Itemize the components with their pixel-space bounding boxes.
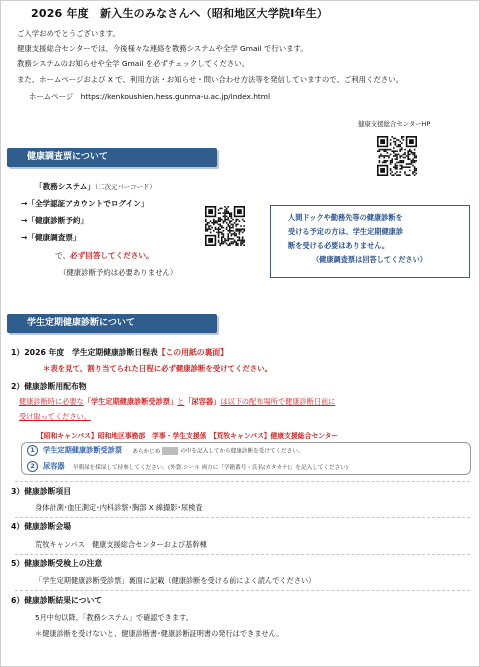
survey-section-header: 健康調査票について [7, 148, 217, 167]
item-2-line-2: 受け取ってください。 [19, 412, 91, 421]
survey-step-1 [35, 181, 156, 193]
item-1-red: 【この用紙の裏面】 [157, 348, 228, 357]
notice-box [270, 205, 470, 278]
survey-step-1-text: 「教務システム」 [35, 182, 95, 191]
circled-number-2: 2 [27, 461, 38, 472]
item-2-line-1 [19, 397, 335, 407]
item-6-body-1: 5月中旬以降、「教務システム」で確認できます。 [35, 613, 193, 622]
intro-line-2: 健康支援総合センターでは、今後様々な連絡を教務システムや全学 Gmail で行います。 [17, 44, 308, 53]
survey-step-2: →「全学認証アカウントでログイン」 [21, 199, 149, 208]
sub-item-2-text: 早朝尿を採尿して持参してください。(外袋.シール 両方に「学籍番号・氏名(カタカナ)」を記入してください) [72, 464, 348, 471]
homepage-url[interactable]: ホームページ https://kenkoushien.hess.gunma-u.ac.jp/index.html [29, 92, 271, 101]
survey-step-3: →「健康診断予約」 [21, 216, 89, 225]
intro-line-4: また、ホームページおよび X で、利用方法・お知らせ・問い合わせ方法等を発信していますので、ご利用ください。 [17, 75, 404, 84]
intro-line-3: 教務システムのお知らせや全学 Gmail を必ずチェックしてください。 [17, 59, 250, 68]
item-2-text-a: 健康診断時に必要な [19, 397, 84, 406]
item-5-head: 5）健康診断受検上の注意 [11, 559, 103, 568]
item-2-text-c: と [177, 397, 185, 406]
item-2-head: 2）健康診断用配布物 [11, 382, 87, 391]
notice-line-4: （健康調査票は回答してください） [311, 255, 427, 264]
sub-items-frame [21, 442, 471, 475]
notice-line-2: 受ける予定の方は、学生定期健康診 [288, 227, 404, 236]
qr-code-icon[interactable] [205, 206, 245, 246]
divider [15, 590, 470, 591]
hp-label: 健康支援総合センターHP [358, 120, 431, 128]
item-1-head [11, 347, 228, 358]
sub-item-2-label: 尿容器 [43, 461, 65, 471]
divider [15, 481, 470, 482]
item-5-body: 「学生定期健康診断受診票」裏面に記載（健康診断を受ける前によく読んでください） [35, 576, 316, 585]
item-3-head: 3）健康診断項目 [11, 487, 72, 496]
item-2-text-b: 「学生定期健康診断受診票」 [83, 397, 178, 406]
item-4-body: 荒牧キャンパス 健康支援総合センターおよび基幹棟 [35, 540, 207, 549]
survey-step-5-red: 必ず回答してください。 [70, 251, 154, 260]
item-2-text-e: は以下の配布場所で健康診断日前に [220, 397, 336, 406]
qr-code-icon[interactable] [377, 136, 417, 176]
divider [15, 554, 470, 555]
item-4-head: 4）健康診断会場 [11, 522, 72, 531]
intro-line-1: ご入学おめでとうございます。 [17, 29, 120, 38]
circled-number-1: 1 [27, 445, 38, 456]
survey-step-6: （健康診断予約は必要ありません） [59, 268, 178, 277]
survey-step-5 [55, 250, 154, 262]
item-3-body: 身体計測･血圧測定･内科診察･胸部 X 線撮影･尿検査 [35, 503, 203, 512]
notice-line-1: 人間ドックや勤務先等の健康診断を [288, 213, 403, 222]
item-6-head: 6）健康診断結果について [11, 596, 103, 605]
distribution-venues: 【昭和キャンパス】昭和地区事務部 学事・学生支援係 【荒牧キャンパス】健康支援総合センター [37, 432, 339, 440]
survey-step-1-note: （二次元バーコード） [95, 183, 156, 191]
page-title: 2026 年度 新入生のみなさんへ（昭和地区大学院Ⅰ年生） [31, 7, 329, 20]
survey-step-4: →「健康調査票」 [21, 233, 81, 242]
item-1-note: ＊表を見て、割り当てられた日程に必ず健康診断を受けてください。 [43, 364, 272, 373]
sub-item-1-text-b: の中を記入してから健康診断を受けてください。 [180, 448, 304, 455]
item-6-body-2: ＊健康診断を受けないと、健康診断書･健康診断証明書の発行はできません。 [35, 629, 284, 638]
checkup-section-header: 学生定期健康診断について [7, 314, 217, 333]
divider [15, 517, 470, 518]
notice-line-3: 断を受ける必要はありません。 [288, 241, 390, 250]
item-2-text-d: 「尿容器」 [184, 397, 221, 406]
item-1-title: 1）2026 年度 学生定期健康診断日程表 [11, 348, 158, 357]
sub-item-1-label: 学生定期健康診断受診票 [43, 445, 123, 455]
sub-item-1-text-a: あらかじめ [132, 448, 161, 455]
survey-step-5-prefix: で、 [55, 251, 71, 260]
